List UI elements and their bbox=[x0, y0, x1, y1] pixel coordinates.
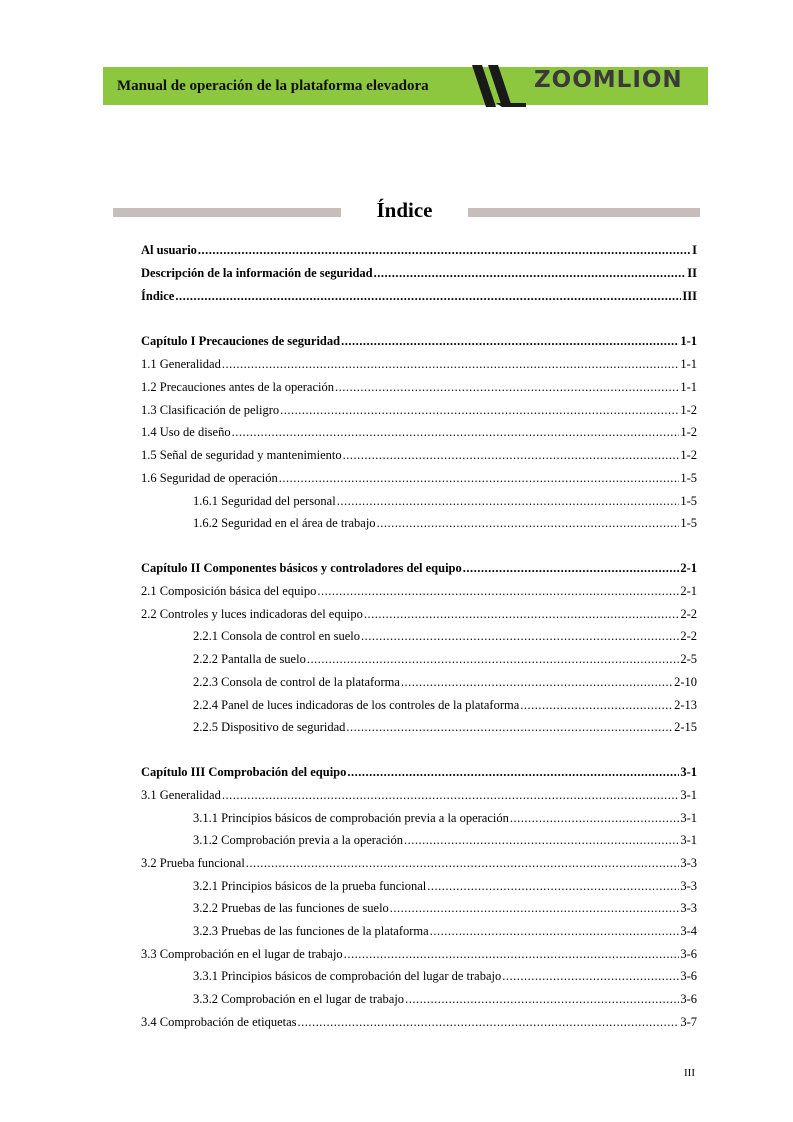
toc-leader-dots bbox=[347, 765, 679, 780]
toc-leader-dots bbox=[343, 448, 680, 463]
toc-entry-label: 2.2.3 Consola de control de la plataforma bbox=[193, 675, 400, 689]
toc-entry-page: III bbox=[682, 289, 697, 303]
toc-entry[interactable] bbox=[141, 448, 697, 468]
toc-entry-label: Capítulo III Comprobación del equipo bbox=[141, 765, 347, 779]
toc-leader-dots bbox=[510, 811, 679, 826]
toc-entry-page: 3-1 bbox=[680, 811, 697, 825]
toc-entry-page: 2-2 bbox=[680, 629, 697, 643]
toc-leader-dots bbox=[520, 698, 673, 713]
toc-entry-page: 1-1 bbox=[680, 357, 697, 371]
toc-entry[interactable] bbox=[193, 675, 697, 695]
toc-leader-dots bbox=[317, 584, 679, 599]
toc-entry-label: 3.4 Comprobación de etiquetas bbox=[141, 1015, 297, 1029]
toc-entry-page: 1-5 bbox=[680, 516, 697, 530]
toc-leader-dots bbox=[341, 334, 679, 349]
toc-entry-label: 3.2.3 Pruebas de las funciones de la plataforma bbox=[193, 924, 429, 938]
toc-leader-dots bbox=[401, 675, 673, 690]
toc-entry-label: 1.6.2 Seguridad en el área de trabajo bbox=[193, 516, 376, 530]
toc-entry-label: Capítulo II Componentes básicos y controladores del equipo bbox=[141, 561, 462, 575]
toc-entry-label: Descripción de la información de seguridad bbox=[141, 266, 373, 280]
toc-entry-label: 3.1.1 Principios básicos de comprobación previa a la operación bbox=[193, 811, 509, 825]
toc-leader-dots bbox=[298, 1015, 680, 1030]
toc-entry[interactable] bbox=[193, 969, 697, 989]
toc-entry-page: I bbox=[692, 243, 697, 257]
toc-entry-page: 1-5 bbox=[680, 494, 697, 508]
toc-entry-page: 2-2 bbox=[680, 607, 697, 621]
toc-leader-dots bbox=[374, 266, 687, 281]
toc-entry-page: 2-1 bbox=[680, 561, 697, 575]
toc-leader-dots bbox=[335, 380, 679, 395]
toc-entry-page: 3-3 bbox=[680, 879, 697, 893]
toc-entry[interactable] bbox=[141, 289, 697, 309]
toc-entry[interactable] bbox=[141, 266, 697, 286]
toc-leader-dots bbox=[344, 947, 680, 962]
toc-entry[interactable] bbox=[193, 811, 697, 831]
toc-entry-page: 3-6 bbox=[680, 947, 697, 961]
toc-entry[interactable] bbox=[141, 403, 697, 423]
toc-entry-label: 1.5 Señal de seguridad y mantenimiento bbox=[141, 448, 342, 462]
toc-entry-page: 3-1 bbox=[680, 833, 697, 847]
toc-entry-label: 2.2.5 Dispositivo de seguridad bbox=[193, 720, 346, 734]
toc-entry[interactable] bbox=[141, 788, 697, 808]
toc-entry[interactable] bbox=[193, 494, 697, 514]
toc-entry-label: 2.2.2 Pantalla de suelo bbox=[193, 652, 306, 666]
toc-entry[interactable] bbox=[141, 607, 697, 627]
toc-entry-label: 3.2.1 Principios básicos de la prueba funcional bbox=[193, 879, 427, 893]
toc-entry-label: 1.1 Generalidad bbox=[141, 357, 221, 371]
toc-entry[interactable] bbox=[193, 879, 697, 899]
toc-entry[interactable] bbox=[141, 334, 697, 354]
toc-entry-label: 2.2.1 Consola de control en suelo bbox=[193, 629, 360, 643]
toc-leader-dots bbox=[222, 357, 680, 372]
header-title: Manual de operación de la plataforma elevadora bbox=[117, 78, 429, 94]
toc-entry[interactable] bbox=[193, 652, 697, 672]
toc-entry[interactable] bbox=[193, 924, 697, 944]
toc-entry[interactable] bbox=[193, 833, 697, 853]
toc-entry-page: 3-7 bbox=[680, 1015, 697, 1029]
toc-entry-label: Al usuario bbox=[141, 243, 197, 257]
toc-entry[interactable] bbox=[193, 629, 697, 649]
toc-leader-dots bbox=[337, 494, 680, 509]
toc-entry-label: 3.3.2 Comprobación en el lugar de trabajo bbox=[193, 992, 405, 1006]
toc-entry-label: 3.3 Comprobación en el lugar de trabajo bbox=[141, 947, 343, 961]
toc-entry[interactable] bbox=[141, 357, 697, 377]
toc-entry-page: 2-5 bbox=[680, 652, 697, 666]
toc-entry-label: 1.2 Precauciones antes de la operación bbox=[141, 380, 334, 394]
toc-entry-page: 1-5 bbox=[680, 471, 697, 485]
toc-entry-page: 3-6 bbox=[680, 969, 697, 983]
toc-entry-label: 2.1 Composición básica del equipo bbox=[141, 584, 317, 598]
toc-entry[interactable] bbox=[141, 1015, 697, 1035]
toc-entry-label: 2.2 Controles y luces indicadoras del equipo bbox=[141, 607, 363, 621]
toc-entry[interactable] bbox=[141, 765, 697, 785]
toc-leader-dots bbox=[463, 561, 680, 576]
toc-leader-dots bbox=[377, 516, 680, 531]
toc-entry[interactable] bbox=[141, 425, 697, 445]
toc-entry-label: Capítulo I Precauciones de seguridad bbox=[141, 334, 341, 348]
toc-entry[interactable] bbox=[193, 992, 697, 1012]
toc-entry-page: 1-2 bbox=[680, 448, 697, 462]
title-bar-left bbox=[113, 208, 341, 217]
toc-entry[interactable] bbox=[141, 561, 697, 581]
toc-entry-page: 3-6 bbox=[680, 992, 697, 1006]
toc-entry-label: 1.4 Uso de diseño bbox=[141, 425, 231, 439]
toc-entry-page: II bbox=[687, 266, 697, 280]
toc-entry-page: 3-1 bbox=[680, 765, 697, 779]
toc-leader-dots bbox=[364, 607, 680, 622]
toc-entry[interactable] bbox=[141, 471, 697, 491]
toc-entry-page: 1-2 bbox=[680, 425, 697, 439]
toc-entry[interactable] bbox=[141, 584, 697, 604]
toc-entry-label: 1.3 Clasificación de peligro bbox=[141, 403, 280, 417]
toc-leader-dots bbox=[346, 720, 673, 735]
toc-entry-page: 1-1 bbox=[680, 334, 697, 348]
toc-entry-label: 3.1 Generalidad bbox=[141, 788, 221, 802]
toc-entry-page: 3-3 bbox=[680, 901, 697, 915]
toc-entry-label: 3.3.1 Principios básicos de comprobación del lugar de trabajo bbox=[193, 969, 502, 983]
toc-entry-page: 1-1 bbox=[680, 380, 697, 394]
toc-entry-label: 3.2 Prueba funcional bbox=[141, 856, 245, 870]
page-number: III bbox=[684, 1067, 695, 1079]
page-title: Índice bbox=[376, 198, 433, 222]
toc-leader-dots bbox=[502, 969, 679, 984]
toc-entry-page: 2-13 bbox=[674, 698, 697, 712]
toc-leader-dots bbox=[390, 901, 680, 916]
brand-logo-text: ZOOMLION bbox=[534, 67, 683, 93]
toc-entry-page: 1-2 bbox=[680, 403, 697, 417]
toc-leader-dots bbox=[430, 924, 680, 939]
title-bar-right bbox=[468, 208, 700, 217]
toc-entry[interactable] bbox=[193, 698, 697, 718]
toc-entry-label: 3.2.2 Pruebas de las funciones de suelo bbox=[193, 901, 389, 915]
toc-entry-label: 3.1.2 Comprobación previa a la operación bbox=[193, 833, 403, 847]
toc-leader-dots bbox=[246, 856, 680, 871]
toc-entry[interactable] bbox=[141, 380, 697, 400]
toc-entry-page: 2-10 bbox=[674, 675, 697, 689]
toc-leader-dots bbox=[280, 403, 679, 418]
toc-entry-page: 2-15 bbox=[674, 720, 697, 734]
toc-entry-page: 3-1 bbox=[680, 788, 697, 802]
toc-leader-dots bbox=[232, 425, 680, 440]
toc-leader-dots bbox=[279, 471, 680, 486]
toc-leader-dots bbox=[198, 243, 691, 258]
toc-entry-page: 3-3 bbox=[680, 856, 697, 870]
toc-leader-dots bbox=[427, 879, 679, 894]
toc-leader-dots bbox=[307, 652, 680, 667]
toc-entry[interactable] bbox=[141, 856, 697, 876]
toc-entry-label: 1.6.1 Seguridad del personal bbox=[193, 494, 336, 508]
toc-entry[interactable] bbox=[193, 901, 697, 921]
toc-leader-dots bbox=[175, 289, 681, 304]
toc-leader-dots bbox=[404, 833, 679, 848]
zoomlion-logo-icon bbox=[466, 65, 526, 107]
toc-entry-page: 2-1 bbox=[680, 584, 697, 598]
toc-leader-dots bbox=[405, 992, 679, 1007]
toc-entry[interactable] bbox=[141, 243, 697, 263]
toc-entry[interactable] bbox=[193, 720, 697, 740]
toc-entry-label: Índice bbox=[141, 289, 175, 303]
toc-entry-page: 3-4 bbox=[680, 924, 697, 938]
toc-entry[interactable] bbox=[141, 947, 697, 967]
toc-leader-dots bbox=[222, 788, 680, 803]
toc-leader-dots bbox=[361, 629, 679, 644]
toc-entry-label: 2.2.4 Panel de luces indicadoras de los controles de la plataforma bbox=[193, 698, 520, 712]
toc-entry-label: 1.6 Seguridad de operación bbox=[141, 471, 278, 485]
toc-entry[interactable] bbox=[193, 516, 697, 536]
